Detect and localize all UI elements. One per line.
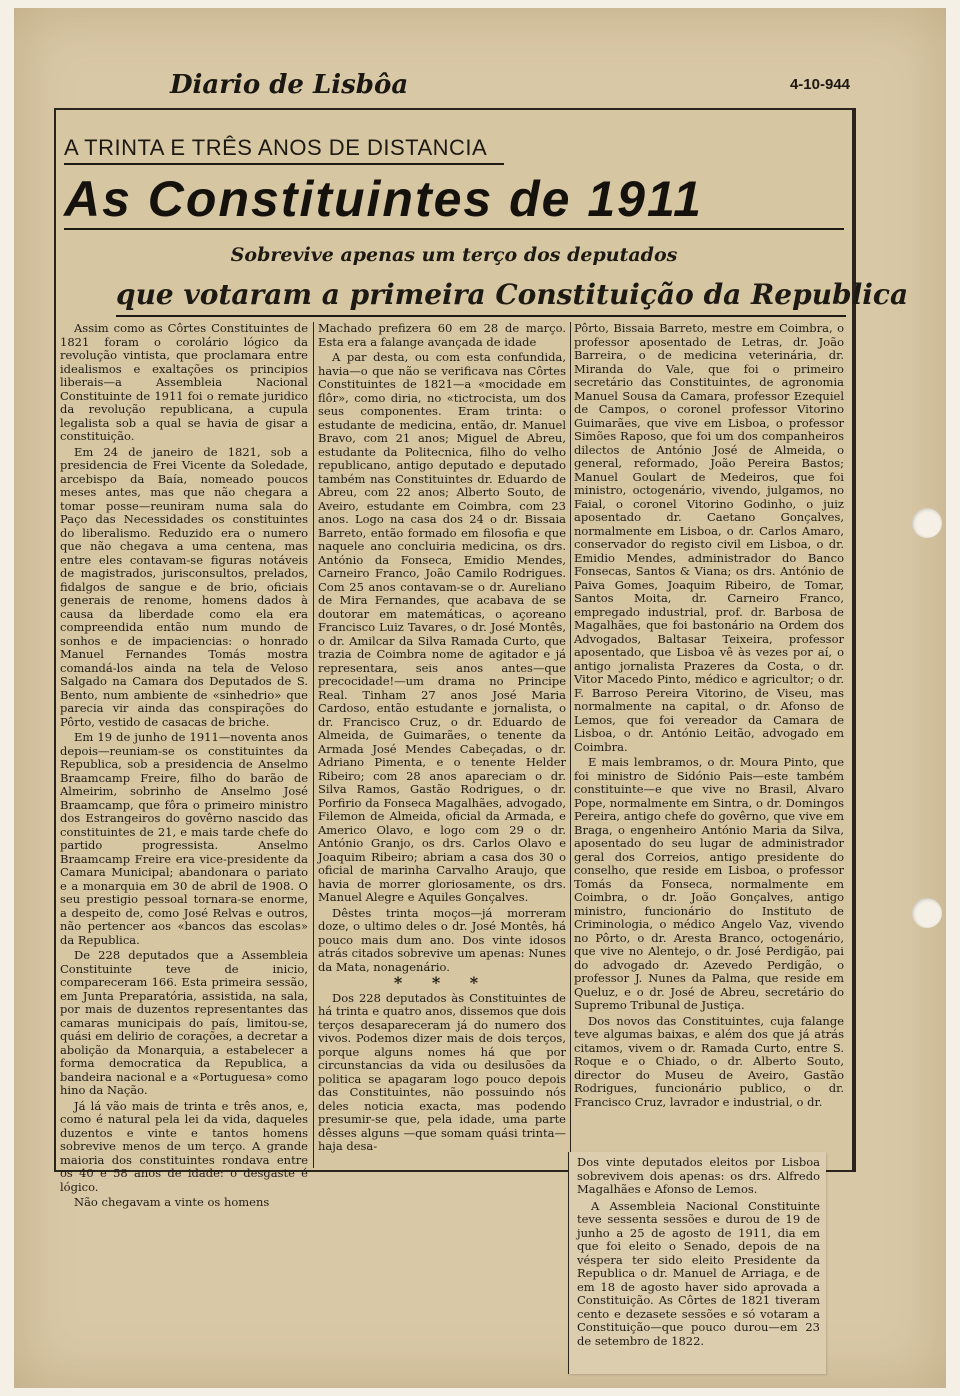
article-subheadline-1: Sobrevive apenas um terço dos deputados bbox=[230, 244, 678, 266]
paragraph: Machado prefizera 60 em 28 de março. Esta era a falange avançada de idade bbox=[318, 321, 566, 349]
paragraph: Dos 228 deputados às Constituintes de há trinta e quatro anos, dissemos que dois terços desapareceram já do numero dos vivos. Podemos dizer mais de dois terços, porque alguns nomes há que por circunstancias da vida ou desilusões da politica se apagaram logo pouco depois das Constituintes, não possuindo nós deles noticia exacta, mas podendo presumir-se que, pela idade, uma parte dêsses alguns —que somam quási trinta—haja desa- bbox=[318, 990, 566, 1153]
punch-hole-bottom bbox=[912, 898, 942, 928]
paragraph: Já lá vão mais de trinta e três anos, e, como é natural pela lei da vida, daqueles duzentos e vinte e tantos homens sobrevive menos de um terço. A grande maioria dos constituintes rondava entre os 40 e 58 anos de idade: o desgaste é lógico. bbox=[60, 1098, 308, 1194]
paragraph: Dos vinte deputados eleitos por Lisboa sobrevivem dois apenas: os drs. Alfredo Magalhães e Afonso de Lemos. bbox=[577, 1155, 820, 1196]
punch-hole-top bbox=[912, 508, 942, 538]
paragraph: Dos novos das Constituintes, cuja falange teve algumas baixas, e além dos que já atrás citamos, vivem o dr. Ramada Curto, entre S. Roque e o Chiado, o dr. Alberto Souto, director do Museu de Aveiro, Gastão Rodrigues, funcionário publico, o dr. Francisco Cruz, lavrador e industrial, o dr. bbox=[574, 1013, 844, 1109]
paragraph: Em 24 de janeiro de 1821, sob a presidencia de Frei Vicente da Soledade, arcebispo da Baía, nomeado poucos meses antes, mas que não chegara a tomar posse—reuniram numa sala do Paço das Necessidades os constituintes do liberalismo. Reduzido era o numero que não chegava a uma centena, mas entre eles contavam-se figuras notáveis de magistrados, jurisconsultos, prelados, fidalgos de sangue e de brio, oficiais generais de renome, homens dados à causa da liberdade como ela era compreendida então num mundo de sonhos e de impaciencias: o honrado Manuel Fernandes Tomás mostra comandá-los ainda na tela de Veloso Salgado na Camara dos Deputados de S. Bento, num ambiente de «sinhedrio» que parecia vir ainda das conspirações do Pôrto, vestido de casacas de briche. bbox=[60, 444, 308, 729]
column-divider bbox=[313, 322, 314, 1168]
paragraph: A par desta, ou com esta confundida, havia—o que não se verificava nas Côrtes Constituintes de 1821—a «mocidade em flôr», como diria, no «tictrocista, um dos seus componentes. Eram trinta: o estudante de medicina, então, dr. Manuel Bravo, com 21 anos; Miguel de Abreu, estudante da Politecnica, filho do velho republicano, antigo deputado e deputado também nas Constituintes dr. Eduardo de Abreu, com 22 anos; Alberto Souto, de Aveiro, estudante em Coimbra, com 23 anos. Logo na casa dos 24 o dr. Bissaia Barreto, então formado em filosofia e que naquele ano concluiria medicina, os drs. António da Fonseca, Emidio Mendes, Carneiro Franco, João Camilo Rodrigues. Com 25 anos contavam-se o dr. Aureliano de Mira Fernandes, que acabava de se doutorar em matemáticas, o açoreano Francisco Luiz Tavares, o dr. José Montês, o dr. Amilcar da Silva Ramada Curto, que trazia de Coimbra nome de agitador e já representara, seis anos antes—que precocidade!—um drama no Principe Real. Tinham 27 anos José Maria Cardoso, então estudante e jornalista, o dr. Francisco Cruz, o dr. Eduardo de Almeida, de Guimarães, o tenente da Armada José Mendes Cabeçadas, o dr. Adriano Pimenta, e o tenente Helder Ribeiro; com 28 anos apareciam o dr. Silva Ramos, Gastão Rodrigues, o dr. Porfirio da Fonseca Magalhães, advogado, Filemon de Almeida, oficial da Armada, e Americo Olavo, e logo com 29 o dr. António Granjo, os drs. Carlos Olavo e Joaquim Ribeiro; abriam a casa dos 30 o oficial de marinha Carvalho Araujo, que havia de morrer gloriosamente, os drs. Manuel Alegre e Aquiles Gonçalves. bbox=[318, 350, 566, 904]
article-subheadline-2: que votaram a primeira Constituição da Republica bbox=[116, 278, 846, 317]
article-column-1 bbox=[60, 321, 308, 1209]
paragraph: E mais lembramos, o dr. Moura Pinto, que foi ministro de Sidónio Pais—este também constituinte—e que vive no Brasil, Alvaro Pope, normalmente em Sintra, o dr. Domingos Pereira, antigo chefe do govêrno, que vive em Braga, o engenheiro António Maria da Silva, aposentado do seu lugar de administrador geral dos Correios, antigo presidente do conselho, que reside em Lisboa, o professor Tomás da Fonseca, normalmente em Coimbra, o dr. João Gonçalves, antigo ministro, funcionário do Instituto de Criminologia, o médico Angelo Vaz, vivendo no Pôrto, o dr. Aresta Branco, octogenário, que vive no Alentejo, o dr. José Perdigão, pai do advogado dr. Azevedo Perdigão, o professor J. Nunes da Palma, que reside em Queluz, e o dr. José de Abreu, secretário do Supremo Tribunal de Justiça. bbox=[574, 755, 844, 1012]
paragraph: Não chegavam a vinte os homens bbox=[74, 1195, 270, 1209]
article-continuation-clipping bbox=[568, 1152, 826, 1374]
paragraph: De 228 deputados que a Assembleia Constituinte teve de inicio, compareceram 166. Esta primeira sessão, em Junta Preparatória, assistida, na sala, por mais de duzentos representantes das camaras municipais do país, limitou-se, quási em delirio de corações, a decretar a abolição da Monarquia, a estabelecer a forma democratica da Republica, a bandeira nacional e a «Portuguesa» como hino da Nação. bbox=[60, 948, 308, 1097]
section-separator: * * * bbox=[393, 973, 491, 992]
article-kicker: A TRINTA E TRÊS ANOS DE DISTANCIA bbox=[64, 135, 504, 165]
paragraph: Dêstes trinta moços—já morreram doze, o ultimo deles o dr. José Montês, há pouco mais dum ano. Dos vinte idosos atrás citados sobrevive um apenas: Nunes da Mata, nonagenário. bbox=[318, 905, 566, 974]
paragraph: Em 19 de junho de 1911—noventa anos depois—reuniam-se os constituintes da Republica, sob a presidencia de Anselmo Braamcamp Freire, filho do barão de Almeirim, sobrinho de Anselmo José Braamcamp, que fôra o primeiro ministro dos Estrangeiros do govêrno nascido das constituintes de 21, e mais tarde chefe do partido progressista. Anselmo Braamcamp Freire era vice-presidente da Camara Municipal; abandonara o pariato e a monarquia em 30 de abril de 1908. O seu prestigio pessoal tornara-se enorme, a despeito de, como José Relvas e outros, não pertencer aos «bancos das escolas» da Republica. bbox=[60, 730, 308, 947]
masthead bbox=[60, 70, 850, 106]
article-column-2 bbox=[318, 322, 566, 1168]
paragraph: Assim como as Côrtes Constituintes de 1821 foram o corolário lógico da revolução vintista, que proclamara entre idealismos e exaltações os principios liberais—a Assembleia Nacional Constituinte de 1911 foi o remate juridico da revolução republicana, a cupula legalista sob a qual se havia de gisar a constituição. bbox=[60, 321, 308, 443]
paragraph: A Assembleia Nacional Constituinte teve sessenta sessões e durou de 19 de junho a 25 de agosto de 1911, dia em que foi eleito o Senado, depois de na véspera ter sido eleito Presidente da Republica o dr. Manuel de Arriaga, e de em 18 de agosto haver sido aprovada a Constituição. As Côrtes de 1821 tiveram cento e dezasete sessões e só votaram a Constituição—que pouco durou—em 23 de setembro de 1822. bbox=[577, 1198, 820, 1348]
article-headline: As Constituintes de 1911 bbox=[64, 170, 844, 230]
newspaper-name: Diario de Lisbôa bbox=[170, 70, 409, 100]
paragraph: Pôrto, Bissaia Barreto, mestre em Coimbra, o professor aposentado de Letras, dr. João Barreira, o de medicina veterinária, dr. Miranda do Vale, que foi o primeiro secretário das Constituintes, de agronomia Manuel Sousa da Camara, professor Ezequiel de Campos, o coronel professor Vitorino Guimarães, que vive em Lisboa, o professor Simões Raposo, que foi um dos companheiros dilectos de António José de Almeida, o general, reformado, João Pereira Bastos; Manuel Goulart de Medeiros, que foi ministro, octogenário, vivendo, julgamos, no Faial, o coronel Vitorino Godinho, o juiz aposentado dr. Caetano Gonçalves, normalmente em Lisboa, o dr. Carlos Amaro, conservador do registo civil em Lisboa, o dr. Emidio Mendes, administrador do Banco Fonsecas, Santos & Viana; os drs. António de Paiva Gomes, Joaquim Ribeiro, de Tomar, Santos Moita, dr. Carneiro Franco, empregado industrial, prof. dr. Barbosa de Magalhães, que foi bastonário na Ordem dos Advogados, Baltasar Teixeira, professor aposentado, que Lisboa vê às vezes por aí, o antigo jornalista Prazeres da Costa, o dr. Vitor Macedo Pinto, médico e agricultor; o dr. F. Barroso Pereira Vitorino, de Viseu, mas normalmente na capital, o dr. Afonso de Lemos, que foi vereador da Camara de Lisboa, o dr. António Leitão, advogado em Coimbra. bbox=[574, 321, 844, 754]
clipping-date: 4-10-944 bbox=[789, 76, 850, 93]
article-column-3 bbox=[574, 322, 844, 1168]
column-divider bbox=[570, 322, 571, 1168]
